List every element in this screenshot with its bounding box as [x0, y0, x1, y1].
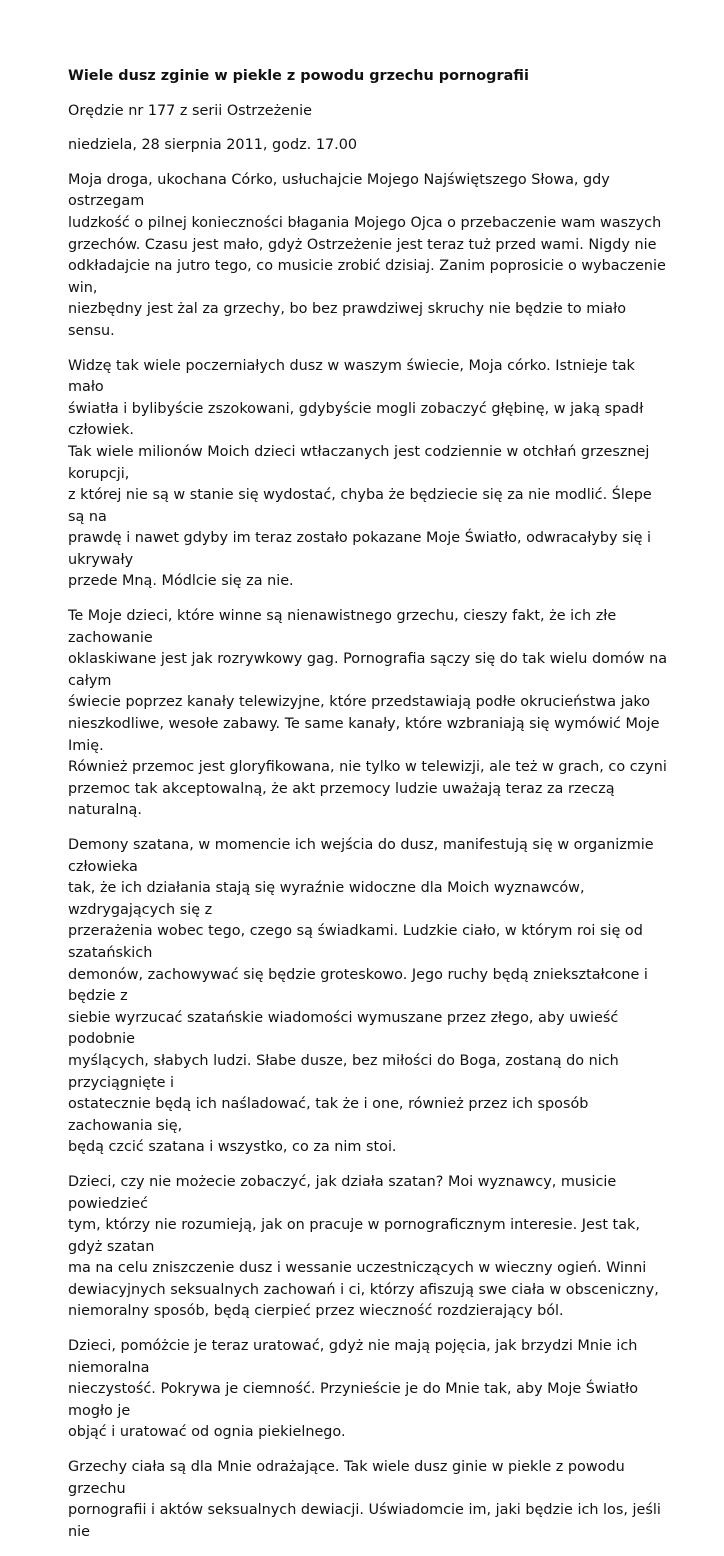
message-date: niedziela, 28 sierpnia 2011, godz. 17.00	[68, 137, 358, 154]
paragraph: Dzieci, pomóżcie je teraz uratować, gdyż nie mają pojęcia, jak brzydzi Mnie ich niemoralna nieczystość. Pokrywa je ciemność. Przynieście je do Mnie tak, aby Moje Światło mogło je objąć i uratować od ognia piekielnego.	[68, 1338, 639, 1441]
paragraph: Demony szatana, w momencie ich wejścia do dusz, manifestują się w organizmie człowieka tak, że ich działania stają się wyraźnie widoczne dla Moich wyznawców, wzdrygających się z przerażenia wobec tego, czego są świadkami. Ludzkie ciało, w którym roi się od szatańskich demonów, zachowywać się będzie groteskowo. Jego ruchy będą zniekształcone i będzie z siebie wyrzucać szatańskie wiadomości wymuszane przez złego, aby uwieść podobnie myślących, słabych ludzi. Słabe dusze, bez miłości do Boga, zostaną do nich przyciągnięte i ostatecznie będą ich naśladować, tak że i one, również przez ich sposób zachowania się, będą czcić szatana i wszystko, co za nim stoi.	[68, 837, 654, 1156]
document-page	[68, 66, 668, 1556]
paragraph: Grzechy ciała są dla Mnie odrażające. Tak wiele dusz ginie w piekle z powodu grzechu pornografii i aktów seksualnych dewiacji. Uświadomcie im, jaki będzie ich los, jeśli nie	[68, 1459, 661, 1540]
document-title: Wiele dusz zginie w piekle z powodu grzechu pornografii	[68, 68, 529, 84]
paragraph: Dzieci, czy nie możecie zobaczyć, jak działa szatan? Moi wyznawcy, musicie powiedzieć tym, którzy nie rozumieją, jak on pracuje w pornograficznym interesie. Jest tak, gdyż szatan ma na celu zniszczenie dusz i wessanie uczestniczących w wieczny ogień. Winni dewiacyjnych seksualnych zachowań i ci, którzy afiszują swe ciała w obsceniczny, niemoralny sposób, będą cierpieć przez wieczność rozdzierający ból.	[68, 1173, 659, 1320]
paragraph: Moja droga, ukochana Córko, usłuchajcie Mojego Najświętszego Słowa, gdy ostrzegam ludzkość o pilnej konieczności błagania Mojego Ojca o przebaczenie wam waszych grzechów. Czasu jest mało, gdyż Ostrzeżenie jest teraz tuż przed wami. Nigdy nie odkładajcie na jutro tego, co musicie zrobić dzisiaj. Zanim poprosicie o wybaczenie win, niezbędny jest żal za grzechy, bo bez prawdziwej skruchy nie będzie to miało sensu.	[68, 171, 666, 339]
paragraph: Te Moje dzieci, które winne są nienawistnego grzechu, cieszy fakt, że ich złe zachowanie oklaskiwane jest jak rozrywkowy gag. Pornografia sączy się do tak wielu domów na całym świecie poprzez kanały telewizyjne, które przedstawiają podłe okrucieństwa jako nieszkodliwe, wesołe zabawy. Te same kanały, które wzbraniają się wymówić Moje Imię. Również przemoc jest gloryfikowana, nie tylko w telewizji, ale też w grach, co czyni przemoc tak akceptowalną, że akt przemocy ludzie uważają teraz za rzeczą naturalną.	[68, 608, 668, 819]
series-label: Orędzie nr 177 z serii Ostrzeżenie	[68, 102, 313, 119]
paragraph: Widzę tak wiele poczerniałych dusz w waszym świecie, Moja córko. Istnieje tak mało światła i bylibyście zszokowani, gdybyście mogli zobaczyć głębinę, w jaką spadł człowiek. Tak wiele milionów Moich dzieci wtłaczanych jest codziennie w otchłań grzesznej korupcji, z której nie są w stanie się wydostać, chyba że będziecie się za nie modlić. Ślepe są na prawdę i nawet gdyby im teraz zostało pokazane Moje Światło, odwracałyby się i ukrywały przede Mną. Módlcie się za nie.	[68, 357, 652, 590]
